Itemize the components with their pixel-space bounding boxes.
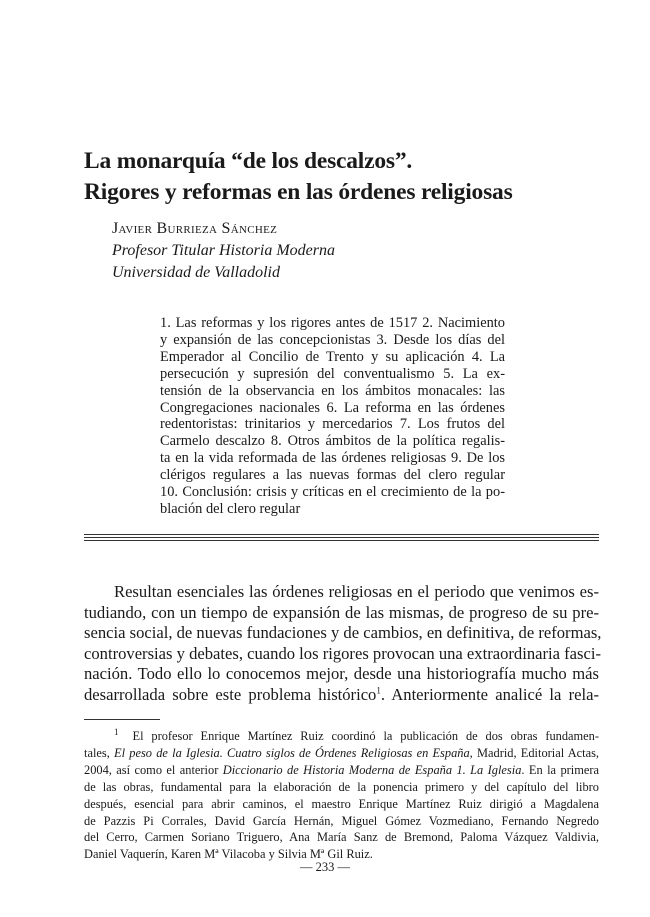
book-title: El peso de la Iglesia. Cuatro siglos de Órdenes Religiosas en España <box>114 745 470 760</box>
footnote-line: Daniel Vaquerín, Karen Mª Vilacoba y Silvia Mª Gil Ruiz. <box>84 847 373 862</box>
footnote-line: del Cerro, Carmen Soriano Triguero, Ana María Sanz de Bremond, Paloma Vázquez Valdivia, <box>84 830 599 845</box>
title-line-2: Rigores y reformas en las órdenes religiosas <box>84 179 513 205</box>
footnote-line: después, esencial para abrir caminos, el maestro Enrique Martínez Ruiz dirigió a Magdalena <box>84 796 599 811</box>
footnote <box>84 728 599 863</box>
footnote-text: . En la primera <box>521 762 599 777</box>
article-title <box>84 146 604 208</box>
toc-line: persecución y supresión del conventualismo 5. La ex- <box>160 365 505 382</box>
toc-line: Emperador al Concilio de Trento y su aplicación 4. La <box>160 348 505 365</box>
footnote-line <box>84 745 599 762</box>
page-number: — 233 — <box>300 860 350 874</box>
toc-line: redentoristas: trinitarios y mercedarios 7. Los frutos del <box>160 416 505 433</box>
footnote-number: 1 <box>114 726 119 737</box>
body-line-text: desarrollada sobre este problema histórico <box>84 684 377 704</box>
toc-line: Carmelo descalzo 8. Otros ámbitos de la política regalis- <box>160 433 505 450</box>
toc-line: tensión de la observancia en los ámbitos monacales: las <box>160 382 505 399</box>
toc-line: ta en la vida reformada de las órdenes religiosas 9. De los <box>160 450 505 467</box>
toc-line: 1. Las reformas y los rigores antes de 1517 2. Nacimiento <box>160 315 505 331</box>
author-institution: Universidad de Valladolid <box>112 264 280 281</box>
footnote-separator <box>84 719 160 720</box>
body-line: nación. Todo ello lo conocemos mejor, desde una historiografía mucho más <box>84 664 599 684</box>
footnote-text: tales, <box>84 745 115 760</box>
toc-line: Congregaciones nacionales 6. La reforma en las órdenes <box>160 399 505 416</box>
footnote-text: 2004, así como el anterior <box>84 762 223 777</box>
section-divider-middle <box>84 537 599 538</box>
body-line: controversias y debates, cuando los rigores provocan una extraordinaria fasci- <box>84 643 601 663</box>
author-position: Profesor Titular Historia Moderna <box>112 242 335 259</box>
body-line <box>84 685 599 706</box>
body-line: Resultan esenciales las órdenes religiosas en el periodo que venimos es- <box>114 582 599 601</box>
footnote-line <box>84 728 599 745</box>
footnote-line: de Pazzis Pi Corrales, David García Hernán, Miguel Gómez Vozmediano, Fernando Negredo <box>84 813 599 828</box>
footnote-line: de las obras, fundamental para la elaboración de la ponencia primero y del capítulo del libro <box>84 779 599 794</box>
body-paragraph <box>84 582 602 706</box>
body-line: tudiando, con un tiempo de expansión de las mismas, de progreso de su pre- <box>84 602 599 622</box>
toc-line: y expansión de las concepcionistas 3. Desde los días del <box>160 331 505 348</box>
body-line: sencia social, de nuevas fundaciones y de cambios, en definitiva, de reformas, <box>84 623 602 643</box>
author-block <box>112 218 335 284</box>
footnote-line <box>84 762 599 779</box>
body-line-text: . Anteriormente analicé la rela- <box>380 684 599 704</box>
section-divider-bottom <box>84 540 599 541</box>
table-of-contents <box>160 315 505 518</box>
title-line-1: La monarquía “de los descalzos”. <box>84 148 413 174</box>
footnote-text: El profesor Enrique Martínez Ruiz coordinó la publicación de dos obras fundamen- <box>132 729 599 743</box>
toc-line: 10. Conclusión: crisis y críticas en el crecimiento de la po- <box>160 484 505 501</box>
toc-line: blación del clero regular <box>160 500 301 517</box>
footnote-reference[interactable]: 1 <box>376 685 381 696</box>
footnote-text: , Madrid, Editorial Actas, <box>469 745 599 760</box>
author-name: Javier Burrieza Sánchez <box>112 220 278 237</box>
section-divider-top <box>84 534 599 535</box>
book-title: Diccionario de Historia Moderna de España 1. La Iglesia <box>222 762 522 777</box>
toc-line: clérigos regulares a las nuevas formas del clero regular <box>160 467 505 484</box>
